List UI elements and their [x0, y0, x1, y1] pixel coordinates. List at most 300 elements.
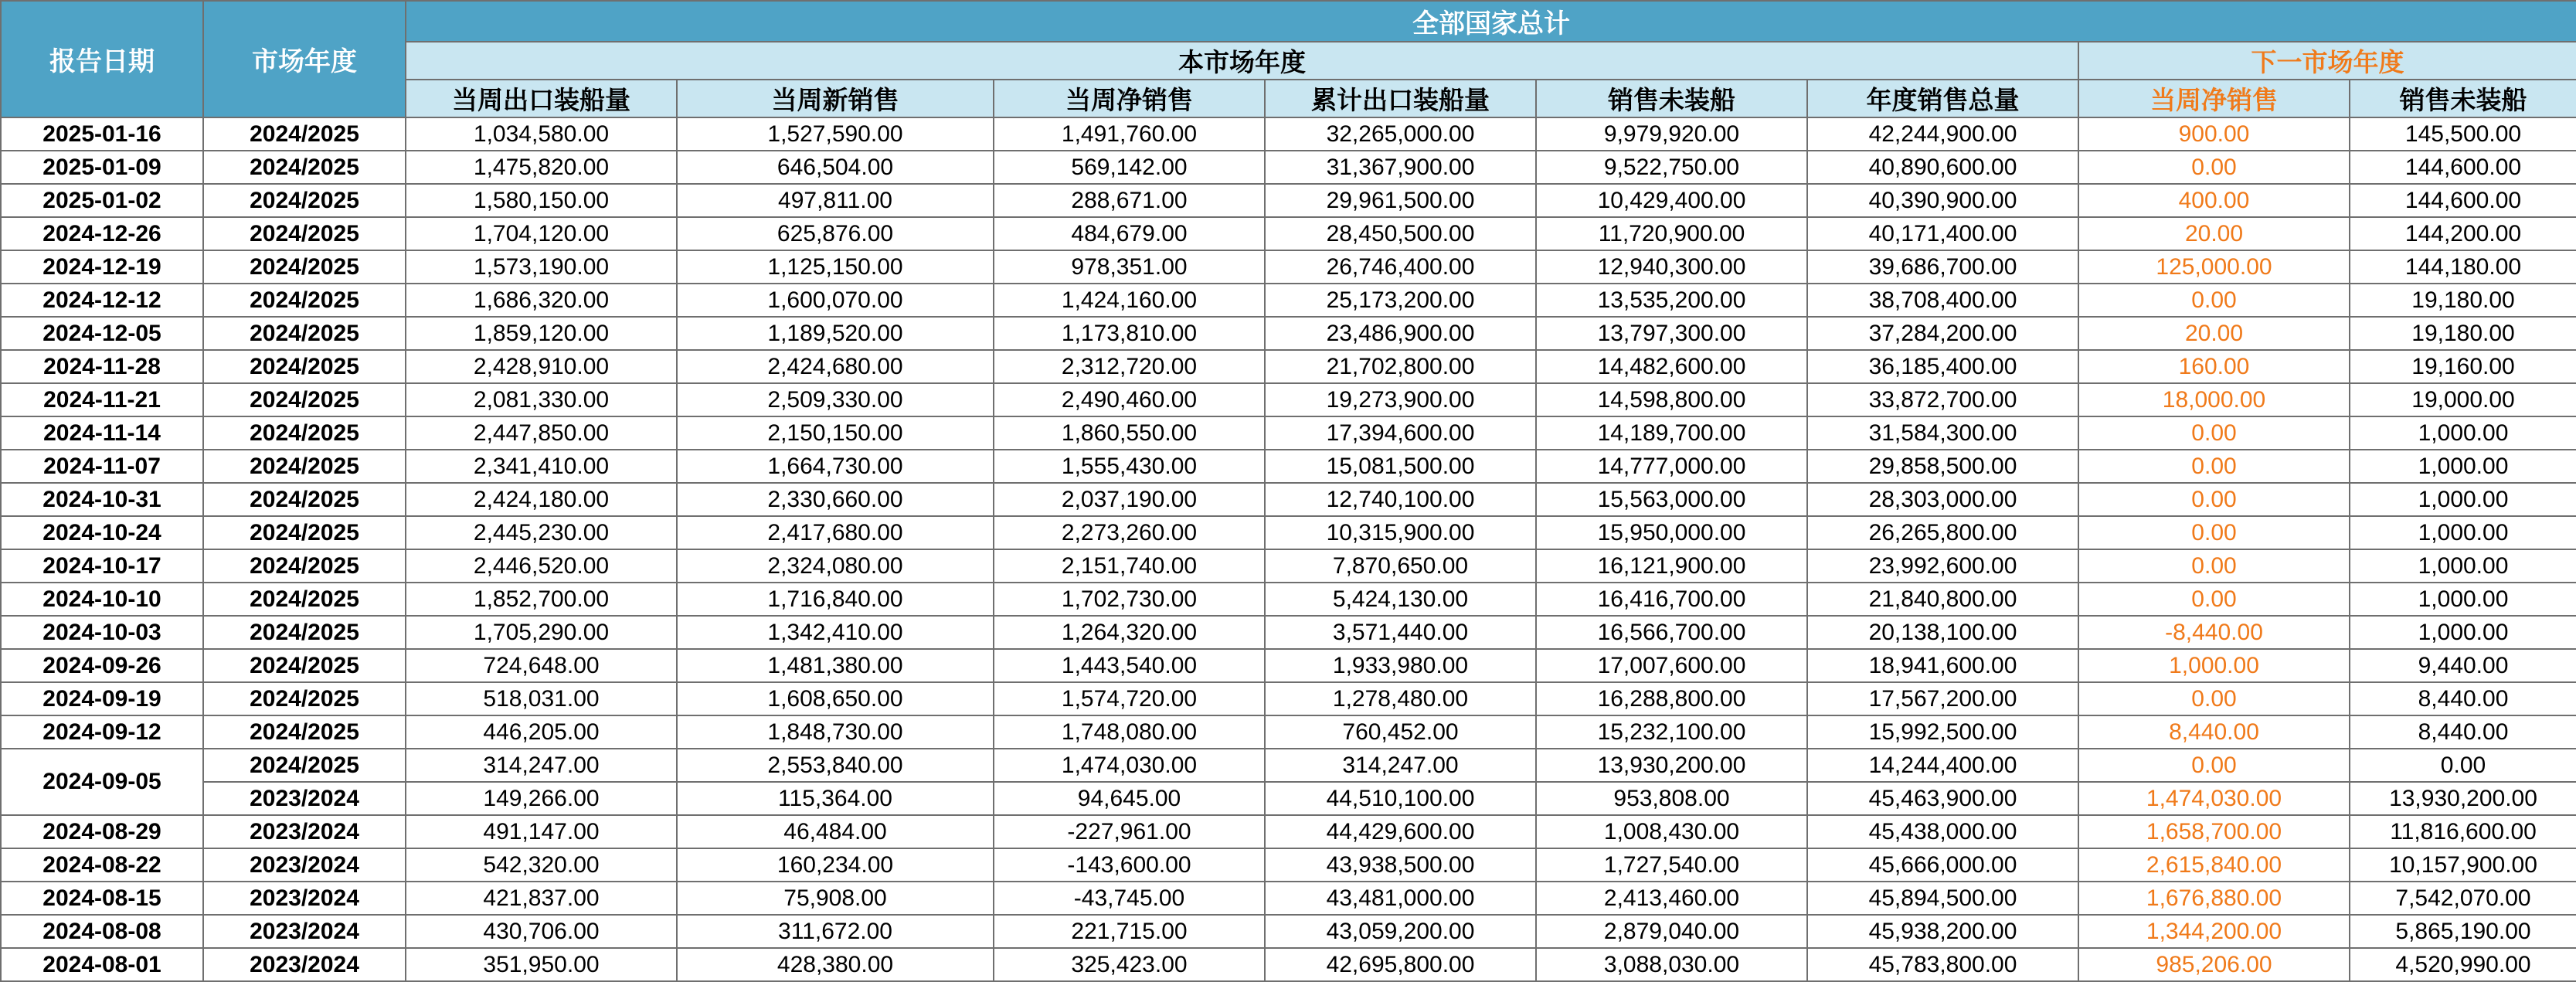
cell-market-year: 2024/2025: [203, 151, 406, 184]
cell-cumulative-exports: 19,273,900.00: [1265, 383, 1536, 416]
cell-cumulative-exports: 32,265,000.00: [1265, 117, 1536, 151]
cell-weekly-net-sales: 2,151,740.00: [994, 549, 1265, 583]
cell-weekly-exports: 1,034,580.00: [406, 117, 677, 151]
cell-outstanding-sales: 14,189,700.00: [1536, 416, 1807, 450]
cell-total-commitments: 18,941,600.00: [1807, 649, 2078, 682]
cell-weekly-net-sales: 978,351.00: [994, 250, 1265, 284]
cell-report-date: 2024-10-17: [1, 549, 203, 583]
cell-next-weekly-net-sales: 0.00: [2078, 549, 2350, 583]
header-outstanding-sales: 销售未装船: [1536, 80, 1807, 117]
cell-total-commitments: 31,584,300.00: [1807, 416, 2078, 450]
cell-cumulative-exports: 23,486,900.00: [1265, 317, 1536, 350]
cell-outstanding-sales: 16,416,700.00: [1536, 583, 1807, 616]
cell-outstanding-sales: 14,777,000.00: [1536, 450, 1807, 483]
cell-next-outstanding-sales: 1,000.00: [2350, 450, 2576, 483]
cell-outstanding-sales: 12,940,300.00: [1536, 250, 1807, 284]
cell-weekly-net-sales: 1,702,730.00: [994, 583, 1265, 616]
cell-report-date: 2025-01-02: [1, 184, 203, 217]
cell-weekly-new-sales: 2,330,660.00: [677, 483, 994, 516]
cell-cumulative-exports: 26,746,400.00: [1265, 250, 1536, 284]
cell-weekly-net-sales: 2,273,260.00: [994, 516, 1265, 549]
cell-weekly-exports: 491,147.00: [406, 815, 677, 848]
cell-outstanding-sales: 9,522,750.00: [1536, 151, 1807, 184]
cell-total-commitments: 40,171,400.00: [1807, 217, 2078, 250]
cell-weekly-new-sales: 1,600,070.00: [677, 284, 994, 317]
cell-report-date: 2024-08-22: [1, 848, 203, 882]
header-weekly-net-sales: 当周净销售: [994, 80, 1265, 117]
header-all-countries-total: 全部国家总计: [406, 1, 2576, 42]
table-row: [1, 782, 2576, 815]
table-row: [1, 549, 2576, 583]
cell-weekly-exports: 542,320.00: [406, 848, 677, 882]
cell-market-year: 2024/2025: [203, 483, 406, 516]
cell-weekly-exports: 518,031.00: [406, 682, 677, 715]
table-row: [1, 450, 2576, 483]
cell-report-date: 2025-01-09: [1, 151, 203, 184]
cell-next-outstanding-sales: 144,180.00: [2350, 250, 2576, 284]
cell-weekly-exports: 1,705,290.00: [406, 616, 677, 649]
cell-weekly-new-sales: 115,364.00: [677, 782, 994, 815]
cell-market-year: 2024/2025: [203, 715, 406, 749]
header-this-market-year: 本市场年度: [406, 42, 2078, 80]
cell-weekly-net-sales: 484,679.00: [994, 217, 1265, 250]
cell-total-commitments: 14,244,400.00: [1807, 749, 2078, 782]
cell-total-commitments: 15,992,500.00: [1807, 715, 2078, 749]
cell-weekly-net-sales: 221,715.00: [994, 915, 1265, 948]
cell-next-outstanding-sales: 5,865,190.00: [2350, 915, 2576, 948]
cell-cumulative-exports: 17,394,600.00: [1265, 416, 1536, 450]
cell-market-year: 2024/2025: [203, 549, 406, 583]
cell-next-weekly-net-sales: 160.00: [2078, 350, 2350, 383]
cell-report-date: 2024-09-26: [1, 649, 203, 682]
cell-outstanding-sales: 13,797,300.00: [1536, 317, 1807, 350]
cell-cumulative-exports: 44,510,100.00: [1265, 782, 1536, 815]
cell-next-outstanding-sales: 0.00: [2350, 749, 2576, 782]
cell-market-year: 2024/2025: [203, 184, 406, 217]
cell-weekly-exports: 2,424,180.00: [406, 483, 677, 516]
cell-weekly-exports: 1,475,820.00: [406, 151, 677, 184]
cell-weekly-net-sales: 2,312,720.00: [994, 350, 1265, 383]
cell-weekly-exports: 2,445,230.00: [406, 516, 677, 549]
cell-total-commitments: 45,438,000.00: [1807, 815, 2078, 848]
cell-cumulative-exports: 28,450,500.00: [1265, 217, 1536, 250]
cell-weekly-exports: 1,704,120.00: [406, 217, 677, 250]
cell-report-date: 2024-12-12: [1, 284, 203, 317]
cell-report-date: 2024-12-05: [1, 317, 203, 350]
cell-outstanding-sales: 13,930,200.00: [1536, 749, 1807, 782]
cell-market-year: 2024/2025: [203, 284, 406, 317]
cell-total-commitments: 45,666,000.00: [1807, 848, 2078, 882]
cell-weekly-net-sales: 1,555,430.00: [994, 450, 1265, 483]
cell-weekly-net-sales: 1,748,080.00: [994, 715, 1265, 749]
cell-total-commitments: 45,783,800.00: [1807, 948, 2078, 981]
table-row: [1, 915, 2576, 948]
cell-outstanding-sales: 15,950,000.00: [1536, 516, 1807, 549]
cell-weekly-exports: 2,341,410.00: [406, 450, 677, 483]
table-row: [1, 882, 2576, 915]
cell-weekly-new-sales: 1,716,840.00: [677, 583, 994, 616]
table-row: [1, 350, 2576, 383]
cell-market-year: 2024/2025: [203, 317, 406, 350]
cell-weekly-net-sales: 2,037,190.00: [994, 483, 1265, 516]
cell-next-outstanding-sales: 19,000.00: [2350, 383, 2576, 416]
cell-weekly-net-sales: 1,443,540.00: [994, 649, 1265, 682]
cell-weekly-exports: 421,837.00: [406, 882, 677, 915]
cell-weekly-net-sales: -43,745.00: [994, 882, 1265, 915]
cell-next-outstanding-sales: 144,600.00: [2350, 184, 2576, 217]
cell-weekly-exports: 149,266.00: [406, 782, 677, 815]
cell-outstanding-sales: 3,088,030.00: [1536, 948, 1807, 981]
cell-weekly-new-sales: 1,481,380.00: [677, 649, 994, 682]
cell-weekly-new-sales: 2,417,680.00: [677, 516, 994, 549]
cell-market-year: 2023/2024: [203, 948, 406, 981]
cell-cumulative-exports: 3,571,440.00: [1265, 616, 1536, 649]
table-row: [1, 948, 2576, 981]
cell-cumulative-exports: 12,740,100.00: [1265, 483, 1536, 516]
cell-cumulative-exports: 42,695,800.00: [1265, 948, 1536, 981]
cell-next-weekly-net-sales: 1,000.00: [2078, 649, 2350, 682]
cell-report-date: 2024-08-08: [1, 915, 203, 948]
cell-weekly-net-sales: 1,173,810.00: [994, 317, 1265, 350]
cell-outstanding-sales: 15,232,100.00: [1536, 715, 1807, 749]
cell-cumulative-exports: 44,429,600.00: [1265, 815, 1536, 848]
cell-next-weekly-net-sales: 1,676,880.00: [2078, 882, 2350, 915]
cell-weekly-new-sales: 428,380.00: [677, 948, 994, 981]
cell-next-weekly-net-sales: 1,474,030.00: [2078, 782, 2350, 815]
cell-weekly-exports: 1,686,320.00: [406, 284, 677, 317]
cell-cumulative-exports: 31,367,900.00: [1265, 151, 1536, 184]
cell-weekly-new-sales: 2,424,680.00: [677, 350, 994, 383]
cell-outstanding-sales: 17,007,600.00: [1536, 649, 1807, 682]
cell-next-weekly-net-sales: 0.00: [2078, 516, 2350, 549]
cell-weekly-new-sales: 1,189,520.00: [677, 317, 994, 350]
cell-next-outstanding-sales: 1,000.00: [2350, 416, 2576, 450]
cell-next-outstanding-sales: 19,160.00: [2350, 350, 2576, 383]
header-weekly-new-sales: 当周新销售: [677, 80, 994, 117]
cell-weekly-net-sales: 569,142.00: [994, 151, 1265, 184]
cell-next-outstanding-sales: 19,180.00: [2350, 284, 2576, 317]
cell-outstanding-sales: 14,598,800.00: [1536, 383, 1807, 416]
cell-market-year: 2024/2025: [203, 450, 406, 483]
cell-weekly-new-sales: 1,608,650.00: [677, 682, 994, 715]
cell-market-year: 2024/2025: [203, 583, 406, 616]
cell-next-outstanding-sales: 144,600.00: [2350, 151, 2576, 184]
cell-weekly-exports: 351,950.00: [406, 948, 677, 981]
cell-market-year: 2024/2025: [203, 117, 406, 151]
cell-outstanding-sales: 11,720,900.00: [1536, 217, 1807, 250]
cell-report-date: 2024-08-29: [1, 815, 203, 848]
cell-weekly-exports: 2,081,330.00: [406, 383, 677, 416]
cell-outstanding-sales: 14,482,600.00: [1536, 350, 1807, 383]
cell-weekly-net-sales: 1,474,030.00: [994, 749, 1265, 782]
cell-cumulative-exports: 314,247.00: [1265, 749, 1536, 782]
cell-weekly-exports: 1,573,190.00: [406, 250, 677, 284]
cell-total-commitments: 28,303,000.00: [1807, 483, 2078, 516]
cell-next-weekly-net-sales: 0.00: [2078, 284, 2350, 317]
cell-next-outstanding-sales: 1,000.00: [2350, 483, 2576, 516]
table-row: [1, 117, 2576, 151]
cell-market-year: 2023/2024: [203, 782, 406, 815]
cell-total-commitments: 29,858,500.00: [1807, 450, 2078, 483]
table-row: [1, 184, 2576, 217]
header-next-outstanding-sales: 销售未装船: [2350, 80, 2576, 117]
cell-cumulative-exports: 5,424,130.00: [1265, 583, 1536, 616]
cell-total-commitments: 45,463,900.00: [1807, 782, 2078, 815]
cell-weekly-exports: 314,247.00: [406, 749, 677, 782]
cell-cumulative-exports: 25,173,200.00: [1265, 284, 1536, 317]
cell-total-commitments: 17,567,200.00: [1807, 682, 2078, 715]
cell-next-weekly-net-sales: 0.00: [2078, 749, 2350, 782]
cell-next-weekly-net-sales: 1,344,200.00: [2078, 915, 2350, 948]
cell-outstanding-sales: 2,879,040.00: [1536, 915, 1807, 948]
table-row: [1, 250, 2576, 284]
header-next-weekly-net-sales: 当周净销售: [2078, 80, 2350, 117]
cell-weekly-net-sales: 94,645.00: [994, 782, 1265, 815]
cell-weekly-exports: 2,428,910.00: [406, 350, 677, 383]
cell-next-outstanding-sales: 1,000.00: [2350, 549, 2576, 583]
cell-weekly-net-sales: -227,961.00: [994, 815, 1265, 848]
table-row: [1, 483, 2576, 516]
cell-outstanding-sales: 2,413,460.00: [1536, 882, 1807, 915]
cell-next-weekly-net-sales: 0.00: [2078, 450, 2350, 483]
cell-next-weekly-net-sales: 400.00: [2078, 184, 2350, 217]
cell-weekly-net-sales: 1,424,160.00: [994, 284, 1265, 317]
header-next-market-year: 下一市场年度: [2078, 42, 2576, 80]
cell-outstanding-sales: 1,727,540.00: [1536, 848, 1807, 882]
table-row: [1, 383, 2576, 416]
cell-weekly-net-sales: 288,671.00: [994, 184, 1265, 217]
cell-outstanding-sales: 16,121,900.00: [1536, 549, 1807, 583]
cell-report-date: 2024-11-21: [1, 383, 203, 416]
cell-market-year: 2024/2025: [203, 616, 406, 649]
cell-weekly-net-sales: 1,264,320.00: [994, 616, 1265, 649]
cell-next-outstanding-sales: 4,520,990.00: [2350, 948, 2576, 981]
table-row: [1, 649, 2576, 682]
header-market-year: 市场年度: [203, 1, 406, 117]
cell-report-date: 2024-12-19: [1, 250, 203, 284]
cell-next-weekly-net-sales: 0.00: [2078, 483, 2350, 516]
cell-total-commitments: 40,390,900.00: [1807, 184, 2078, 217]
cell-report-date: 2024-09-05: [1, 749, 203, 815]
cell-next-weekly-net-sales: 20.00: [2078, 317, 2350, 350]
cell-weekly-net-sales: 1,491,760.00: [994, 117, 1265, 151]
cell-outstanding-sales: 953,808.00: [1536, 782, 1807, 815]
cell-next-outstanding-sales: 19,180.00: [2350, 317, 2576, 350]
cell-total-commitments: 21,840,800.00: [1807, 583, 2078, 616]
cell-weekly-exports: 2,447,850.00: [406, 416, 677, 450]
cell-weekly-exports: 724,648.00: [406, 649, 677, 682]
table-body: [1, 117, 2576, 981]
cell-cumulative-exports: 21,702,800.00: [1265, 350, 1536, 383]
cell-next-outstanding-sales: 8,440.00: [2350, 682, 2576, 715]
table-row: [1, 516, 2576, 549]
cell-market-year: 2023/2024: [203, 815, 406, 848]
cell-market-year: 2024/2025: [203, 682, 406, 715]
cell-report-date: 2024-10-31: [1, 483, 203, 516]
cell-market-year: 2024/2025: [203, 416, 406, 450]
cell-report-date: 2024-11-28: [1, 350, 203, 383]
cell-total-commitments: 39,686,700.00: [1807, 250, 2078, 284]
cell-market-year: 2024/2025: [203, 250, 406, 284]
cell-next-weekly-net-sales: 20.00: [2078, 217, 2350, 250]
cell-next-weekly-net-sales: 18,000.00: [2078, 383, 2350, 416]
cell-weekly-new-sales: 311,672.00: [677, 915, 994, 948]
cell-total-commitments: 42,244,900.00: [1807, 117, 2078, 151]
cell-total-commitments: 38,708,400.00: [1807, 284, 2078, 317]
cell-total-commitments: 36,185,400.00: [1807, 350, 2078, 383]
table-row: [1, 416, 2576, 450]
cell-market-year: 2023/2024: [203, 915, 406, 948]
cell-weekly-exports: 430,706.00: [406, 915, 677, 948]
cell-market-year: 2024/2025: [203, 350, 406, 383]
cell-weekly-new-sales: 160,234.00: [677, 848, 994, 882]
cell-next-weekly-net-sales: 0.00: [2078, 682, 2350, 715]
cell-next-outstanding-sales: 144,200.00: [2350, 217, 2576, 250]
cell-weekly-new-sales: 1,527,590.00: [677, 117, 994, 151]
cell-report-date: 2024-10-03: [1, 616, 203, 649]
cell-outstanding-sales: 1,008,430.00: [1536, 815, 1807, 848]
cell-cumulative-exports: 760,452.00: [1265, 715, 1536, 749]
cell-report-date: 2024-08-01: [1, 948, 203, 981]
cell-total-commitments: 23,992,600.00: [1807, 549, 2078, 583]
cell-weekly-net-sales: 325,423.00: [994, 948, 1265, 981]
cell-next-weekly-net-sales: 125,000.00: [2078, 250, 2350, 284]
cell-weekly-exports: 446,205.00: [406, 715, 677, 749]
cell-total-commitments: 45,938,200.00: [1807, 915, 2078, 948]
cell-next-weekly-net-sales: 8,440.00: [2078, 715, 2350, 749]
table-header: [1, 1, 2576, 117]
cell-market-year: 2024/2025: [203, 383, 406, 416]
cell-weekly-exports: 1,859,120.00: [406, 317, 677, 350]
table-row: [1, 317, 2576, 350]
cell-weekly-new-sales: 625,876.00: [677, 217, 994, 250]
cell-weekly-new-sales: 46,484.00: [677, 815, 994, 848]
cell-outstanding-sales: 9,979,920.00: [1536, 117, 1807, 151]
table-row: [1, 583, 2576, 616]
cell-report-date: 2024-11-14: [1, 416, 203, 450]
header-total-commitments: 年度销售总量: [1807, 80, 2078, 117]
cell-cumulative-exports: 43,059,200.00: [1265, 915, 1536, 948]
cell-market-year: 2024/2025: [203, 649, 406, 682]
cell-next-weekly-net-sales: -8,440.00: [2078, 616, 2350, 649]
cell-weekly-net-sales: 2,490,460.00: [994, 383, 1265, 416]
cell-cumulative-exports: 43,938,500.00: [1265, 848, 1536, 882]
cell-total-commitments: 33,872,700.00: [1807, 383, 2078, 416]
header-report-date: 报告日期: [1, 1, 203, 117]
cell-cumulative-exports: 29,961,500.00: [1265, 184, 1536, 217]
cell-total-commitments: 20,138,100.00: [1807, 616, 2078, 649]
table-row: [1, 217, 2576, 250]
cell-weekly-exports: 2,446,520.00: [406, 549, 677, 583]
cell-report-date: 2024-08-15: [1, 882, 203, 915]
cell-total-commitments: 40,890,600.00: [1807, 151, 2078, 184]
cell-market-year: 2024/2025: [203, 516, 406, 549]
cell-market-year: 2024/2025: [203, 217, 406, 250]
cell-next-outstanding-sales: 145,500.00: [2350, 117, 2576, 151]
cell-weekly-new-sales: 2,324,080.00: [677, 549, 994, 583]
cell-outstanding-sales: 16,566,700.00: [1536, 616, 1807, 649]
cell-total-commitments: 45,894,500.00: [1807, 882, 2078, 915]
cell-outstanding-sales: 16,288,800.00: [1536, 682, 1807, 715]
cell-report-date: 2024-11-07: [1, 450, 203, 483]
cell-next-weekly-net-sales: 0.00: [2078, 583, 2350, 616]
table-row: [1, 151, 2576, 184]
header-cumulative-exports: 累计出口装船量: [1265, 80, 1536, 117]
cell-weekly-new-sales: 1,125,150.00: [677, 250, 994, 284]
cell-next-weekly-net-sales: 2,615,840.00: [2078, 848, 2350, 882]
cell-next-outstanding-sales: 9,440.00: [2350, 649, 2576, 682]
cell-report-date: 2024-12-26: [1, 217, 203, 250]
cell-weekly-net-sales: 1,574,720.00: [994, 682, 1265, 715]
cell-weekly-new-sales: 2,553,840.00: [677, 749, 994, 782]
cell-weekly-new-sales: 1,342,410.00: [677, 616, 994, 649]
cell-next-weekly-net-sales: 985,206.00: [2078, 948, 2350, 981]
cell-report-date: 2024-10-10: [1, 583, 203, 616]
cell-next-outstanding-sales: 10,157,900.00: [2350, 848, 2576, 882]
cell-weekly-new-sales: 75,908.00: [677, 882, 994, 915]
cell-next-outstanding-sales: 1,000.00: [2350, 516, 2576, 549]
cell-next-weekly-net-sales: 1,658,700.00: [2078, 815, 2350, 848]
cell-outstanding-sales: 13,535,200.00: [1536, 284, 1807, 317]
cell-total-commitments: 26,265,800.00: [1807, 516, 2078, 549]
cell-market-year: 2023/2024: [203, 882, 406, 915]
cell-weekly-new-sales: 646,504.00: [677, 151, 994, 184]
cell-outstanding-sales: 15,563,000.00: [1536, 483, 1807, 516]
table-row: [1, 848, 2576, 882]
cell-outstanding-sales: 10,429,400.00: [1536, 184, 1807, 217]
cell-weekly-new-sales: 2,150,150.00: [677, 416, 994, 450]
cell-report-date: 2024-09-19: [1, 682, 203, 715]
cell-total-commitments: 37,284,200.00: [1807, 317, 2078, 350]
cell-weekly-new-sales: 1,664,730.00: [677, 450, 994, 483]
table-row: [1, 715, 2576, 749]
cell-cumulative-exports: 1,278,480.00: [1265, 682, 1536, 715]
cell-cumulative-exports: 10,315,900.00: [1265, 516, 1536, 549]
cell-cumulative-exports: 1,933,980.00: [1265, 649, 1536, 682]
cell-report-date: 2024-10-24: [1, 516, 203, 549]
cell-weekly-net-sales: -143,600.00: [994, 848, 1265, 882]
cell-weekly-exports: 1,580,150.00: [406, 184, 677, 217]
table-row: [1, 749, 2576, 782]
cell-weekly-new-sales: 1,848,730.00: [677, 715, 994, 749]
cell-market-year: 2023/2024: [203, 848, 406, 882]
table-row: [1, 682, 2576, 715]
cell-next-weekly-net-sales: 0.00: [2078, 416, 2350, 450]
cell-cumulative-exports: 43,481,000.00: [1265, 882, 1536, 915]
cell-next-outstanding-sales: 8,440.00: [2350, 715, 2576, 749]
table-row: [1, 284, 2576, 317]
cell-next-outstanding-sales: 1,000.00: [2350, 616, 2576, 649]
cell-weekly-new-sales: 2,509,330.00: [677, 383, 994, 416]
cell-next-outstanding-sales: 11,816,600.00: [2350, 815, 2576, 848]
cell-market-year: 2024/2025: [203, 749, 406, 782]
cell-next-weekly-net-sales: 0.00: [2078, 151, 2350, 184]
cell-weekly-exports: 1,852,700.00: [406, 583, 677, 616]
cell-report-date: 2024-09-12: [1, 715, 203, 749]
cell-next-outstanding-sales: 13,930,200.00: [2350, 782, 2576, 815]
cell-next-outstanding-sales: 1,000.00: [2350, 583, 2576, 616]
table-row: [1, 616, 2576, 649]
cell-cumulative-exports: 7,870,650.00: [1265, 549, 1536, 583]
cell-cumulative-exports: 15,081,500.00: [1265, 450, 1536, 483]
cell-next-weekly-net-sales: 900.00: [2078, 117, 2350, 151]
cell-weekly-new-sales: 497,811.00: [677, 184, 994, 217]
cell-next-outstanding-sales: 7,542,070.00: [2350, 882, 2576, 915]
cell-weekly-net-sales: 1,860,550.00: [994, 416, 1265, 450]
cell-report-date: 2025-01-16: [1, 117, 203, 151]
table-row: [1, 815, 2576, 848]
header-weekly-exports: 当周出口装船量: [406, 80, 677, 117]
